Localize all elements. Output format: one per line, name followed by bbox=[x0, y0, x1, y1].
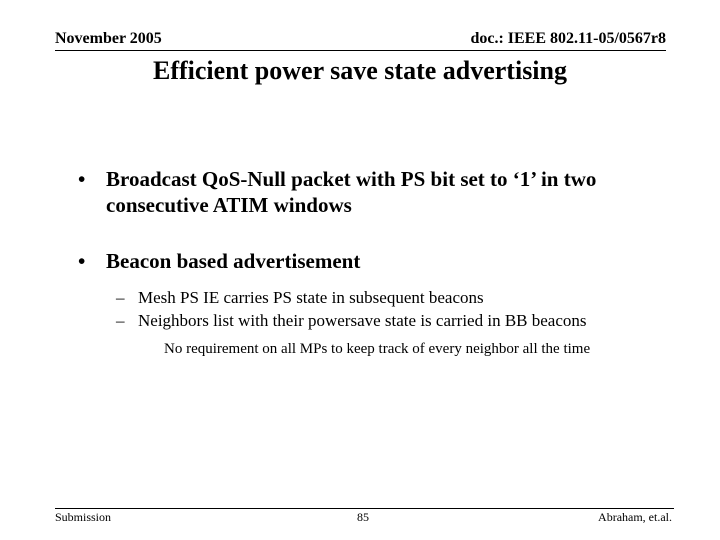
sub-sub-bullet-text: No requirement on all MPs to keep track of every neighbor all the time bbox=[164, 341, 591, 357]
footer-submission: Submission bbox=[55, 510, 112, 524]
header-date: November 2005 bbox=[55, 30, 162, 47]
slide-title: Efficient power save state advertising bbox=[152, 56, 567, 85]
dash-marker: – bbox=[116, 311, 125, 330]
bullet-marker: • bbox=[78, 167, 86, 191]
footer-page-number: 85 bbox=[357, 510, 369, 524]
dash-marker: – bbox=[116, 288, 125, 307]
sub-bullet-item bbox=[116, 311, 678, 331]
footer-rule bbox=[55, 508, 674, 509]
bullet-text: Beacon based advertisement bbox=[106, 249, 361, 273]
bullet-item bbox=[78, 248, 678, 274]
sub-bullet-text: Mesh PS IE carries PS state in subsequent beacons bbox=[138, 288, 484, 307]
header-doc-id: doc.: IEEE 802.11-05/0567r8 bbox=[470, 30, 666, 47]
bullet-marker: • bbox=[78, 249, 86, 273]
sub-bullet-item bbox=[116, 288, 678, 308]
slide-content bbox=[78, 166, 678, 359]
footer-authors: Abraham, et.al. bbox=[598, 510, 672, 524]
bullet-text: Broadcast QoS-Null packet with PS bit set to ‘1’ in two consecutive ATIM windows bbox=[106, 167, 597, 217]
sub-bullet-text: Neighbors list with their powersave state is carried in BB beacons bbox=[138, 311, 587, 330]
header-rule bbox=[55, 50, 666, 51]
bullet-item bbox=[78, 166, 678, 218]
